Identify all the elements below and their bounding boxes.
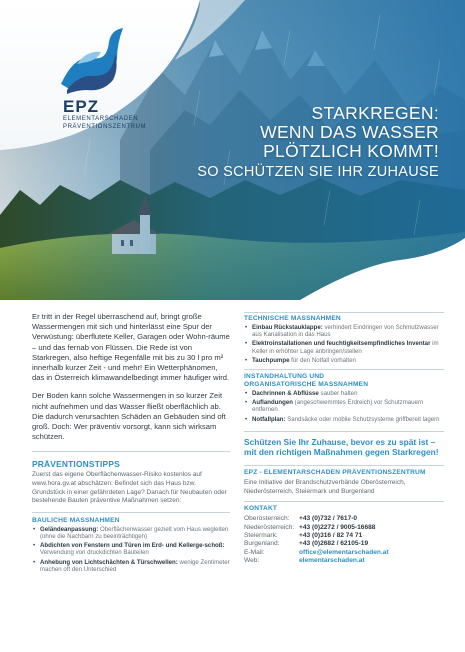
contact-row: [244, 524, 444, 532]
maintenance-list: [244, 390, 444, 423]
divider: [244, 369, 444, 370]
contact-phone[interactable]: +43 (0)732 / 7617-0: [299, 515, 358, 523]
logo-subtitle-line1: ELEMENTARSCHADEN: [63, 116, 139, 122]
divider: [244, 312, 444, 313]
divider: [32, 451, 230, 452]
list-item: • Anhebung von Lichtschächten & Türschwellen: wenige Zentimeter machen oft den Unterschied: [32, 559, 230, 573]
list-item: • Notfallplan: Sandsäcke oder mobile Schutzsysteme griffbereit lagern: [244, 416, 444, 423]
contact-row: [244, 549, 444, 557]
headline-line2: WENN DAS WASSER: [260, 122, 439, 142]
contact-row: [244, 532, 444, 540]
contact-label: Niederösterreich:: [244, 523, 295, 531]
divider: [244, 431, 444, 432]
callout-text: Schützen Sie Ihr Zuhause, bevor es zu spät ist – mit den richtigen Maßnahmen gegen Starkregen!: [244, 436, 439, 458]
list-item: • Tauchpumpe für den Notfall vorhalten: [244, 357, 444, 364]
org-heading: EPZ - ELEMENTARSCHADEN PRÄVENTIONSZENTRUM: [244, 469, 426, 477]
maintenance-heading-line2: ORGANISATORISCHE MASSNAHMEN: [244, 381, 369, 389]
website-link[interactable]: elementarschaden.at: [299, 557, 365, 565]
contact-label: Web:: [244, 557, 260, 565]
intro-text: [32, 312, 230, 442]
building-measures-list: [32, 526, 230, 573]
intro-paragraph-1: Er tritt in der Regel überraschend auf, bringt große Wassermengen mit sich und hinterlässt eine Spur der Verwüstung: überflutete Keller, Garagen oder Wohn-räume – und das fernab von Flüssen. Die Rede ist von Starkregen, also heftige Regenfälle mit bis zu 30 l pro m² innerhalb kurzer Zeit - und mehr! Ein Wetterphänomen, das in Österreich klimawandelbedingt immer häufiger wird.: [32, 312, 230, 383]
contact-phone[interactable]: +43 (0)2272 / 9005-16688: [299, 523, 376, 531]
building-measures-heading: BAULICHE MASSNAHMEN: [32, 516, 120, 524]
headline-line3: PLÖTZLICH KOMMT!: [263, 141, 439, 161]
headline-subline: SO SCHÜTZEN SIE IHR ZUHAUSE: [197, 164, 439, 180]
divider: [32, 512, 230, 513]
technical-measures-heading: TECHNISCHE MASSNAHMEN: [244, 315, 341, 322]
divider: [244, 465, 444, 466]
list-item: • Abdichten von Fenstern und Türen im Erd- und Kellerge-schoß: Verwendung von druckdichten Bauteilen: [32, 542, 230, 556]
tips-heading: PRÄVENTIONSTIPPS: [32, 459, 120, 470]
contact-label: E-Mail:: [244, 548, 265, 556]
technical-measures-list: [244, 324, 444, 364]
right-column: [244, 312, 444, 566]
contact-phone[interactable]: +43 (0)2682 / 62105-19: [299, 540, 369, 548]
list-item: • Einbau Rückstauklappe: verhindert Eindringen von Schmutzwasser aus Kanalisation in das Haus: [244, 324, 444, 338]
contact-row: [244, 557, 444, 565]
maintenance-heading-line1: INSTANDHALTUNG UND: [244, 373, 325, 381]
headline: [197, 104, 439, 182]
contact-heading: KONTAKT: [244, 505, 278, 513]
hero-image: [0, 0, 465, 300]
logo-wordmark: EPZ: [63, 97, 100, 116]
email-link[interactable]: office@elementarschaden.at: [299, 548, 389, 556]
left-column: [32, 312, 230, 575]
list-item: • Dachrinnen & Abflüsse sauber halten: [244, 390, 444, 397]
list-item: • Auflandungen (angeschwemmtes Erdreich) vor Schutzmauern entfernen: [244, 399, 444, 413]
contact-row: [244, 540, 444, 548]
intro-paragraph-2: Der Boden kann solche Wassermengen in so kurzer Zeit nicht aufnehmen und das Wasser fließt oberflächlich ab. Die dadurch verursachten Schäden an Gebäuden sind oft groß. Doch: Wer präventiv vorsorgt, kann sich wirksam schützen.: [32, 391, 226, 442]
divider: [244, 501, 444, 502]
list-item: • Elektroinstallationen und feuchtigkeitsempfindliches Inventar im Keller in erhöhter Lage anbringen/stellen: [244, 340, 444, 354]
org-text: Eine Initiative der Brandschutzverbände Oberösterreich, Niederösterreich, Steiermark und Burgenland: [244, 479, 406, 495]
list-item: • Geländeanpassung: Oberflächenwasser gezielt vom Haus wegleiten (ohne die Nachbarn zu beeinträchtigen): [32, 526, 230, 540]
contact-label: Burgenland:: [244, 540, 280, 548]
contact-label: Oberösterreich:: [244, 515, 290, 523]
contact-phone[interactable]: +43 (0)316 / 82 74 71: [299, 532, 363, 540]
contact-label: Steiermark:: [244, 532, 278, 540]
contact-list: [244, 515, 444, 565]
headline-line1: STARKREGEN:: [311, 103, 439, 123]
tips-text: Zuerst das eigene Oberflächenwasser-Risiko kostenlos auf www.hora.gv.at abschätzen: Befindet sich das Haus bzw. Grundstück in einer gefährdeten Lage? Danach für Neubauten oder bestehende Bauten präventive Maßnahmen setzen:: [32, 471, 227, 505]
epz-logo-wave-icon: [57, 24, 127, 96]
logo-subtitle-line2: PRÄVENTIONSZENTRUM: [63, 124, 147, 130]
contact-row: [244, 515, 444, 523]
